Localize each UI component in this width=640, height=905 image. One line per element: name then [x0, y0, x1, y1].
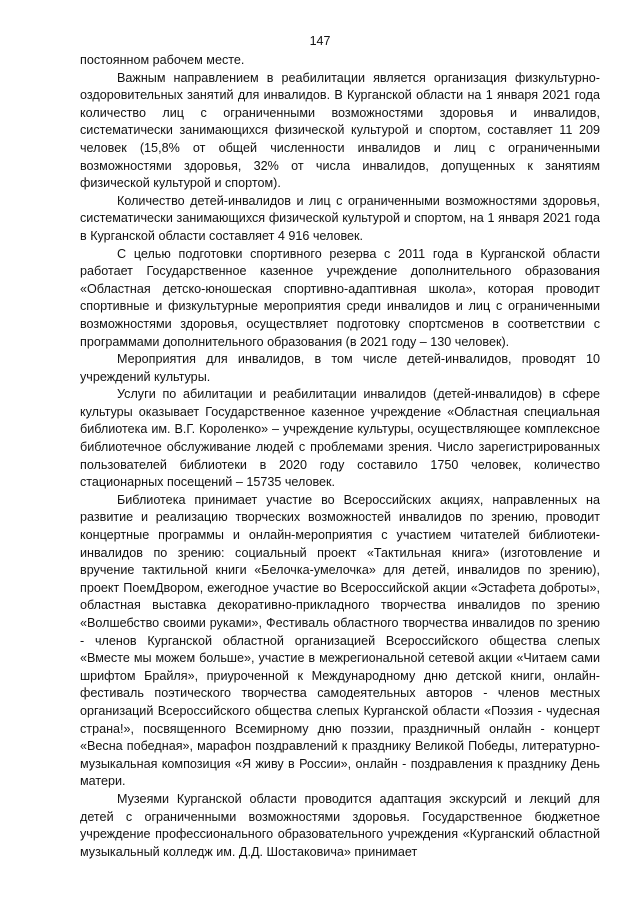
document-body [80, 52, 600, 861]
paragraph-library-services: Услуги по абилитации и реабилитации инвалидов (детей-инвалидов) в сфере культуры оказывает Государственное казенное учреждение «Областная специальная библиотека им. В.Г. Короленко» – учреждение культуры, осуществляющее комплексное библиотечное обслуживание людей с проблемами зрения. Число зарегистрированных пользователей библиотеки в 2020 году составило 1750 человек, количество стационарных посещений – 15735 человек. [80, 387, 600, 490]
paragraph-sports-school: С целью подготовки спортивного резерва с 2011 года в Курганской области работает Государственное казенное учреждение дополнительного образования «Областная детско-юношеская спортивно-адаптивная школа», которая проводит спортивные и физкультурные мероприятия среди инвалидов и лиц с ограниченными возможностями здоровья, осуществляет подготовку спортсменов в соответствии с программами дополнительного образования (в 2021 году – 130 человек). [80, 246, 600, 349]
paragraph-museums: Музеями Курганской области проводится адаптация экскурсий и лекций для детей с ограниченными возможностями здоровья. Государственное бюджетное учреждение профессионального образовательного учреждения «Курганский областной музыкальный колледж им. Д.Д. Шостаковича» принимает [80, 791, 600, 859]
paragraph-continuation: постоянном рабочем месте. [80, 53, 245, 67]
paragraph-culture-institutions: Мероприятия для инвалидов, в том числе детей-инвалидов, проводят 10 учреждений культуры. [80, 352, 600, 384]
page-number: 147 [309, 34, 331, 48]
paragraph-library-events: Библиотека принимает участие во Всероссийских акциях, направленных на развитие и реализацию творческих возможностей инвалидов по зрению, проводит концертные программы и онлайн-мероприятия с участием читателей библиотеки-инвалидов по зрению: социальный проект «Тактильная книга» (изготовление и вручение тактильной книги «Белочка-умелочка» для детей, инвалидов по зрению), проект ПоемДвором, ежегодное участие во Всероссийской акции «Эстафета доброты», областная выставка декоративно-прикладного творчества инвалидов по зрению «Волшебство своими руками», Фестиваль областного творчества инвалидов по зрению - членов Курганской областной организацией Всероссийского общества слепых «Вместе мы можем больше», участие в межрегиональной сетевой акции «Читаем сами шрифтом Брайля», приуроченной к Международному дню детской книги, онлайн-фестиваль поэтического творчества самодеятельных авторов - членов местных организаций Всероссийского общества слепых Курганской области «Поэзия - чудесная страна!», посвященного Всемирному дню поэзии, праздничный онлайн - концерт «Весна победная», марафон поздравлений к празднику Великой Победы, литературно-музыкальная композиция «Я живу в России», онлайн - поздравления к празднику День матери. [80, 492, 600, 789]
paragraph-sports-rehabilitation: Важным направлением в реабилитации является организация физкультурно-оздоровительных занятий для инвалидов. В Курганской области на 1 января 2021 года количество лиц с ограниченными возможностями здоровья и инвалидов, систематически занимающихся физической культурой и спортом, составляет 11 209 человек (15,8% от общей численности инвалидов и лиц с ограниченными возможностями здоровья, 32% от числа инвалидов, допущенных к занятиям физической культурой и спортом). [80, 70, 600, 191]
paragraph-disabled-children-sports: Количество детей-инвалидов и лиц с ограниченными возможностями здоровья, систематически занимающихся физической культурой и спортом, на 1 января 2021 года в Курганской области составляет 4 916 человек. [80, 193, 600, 243]
